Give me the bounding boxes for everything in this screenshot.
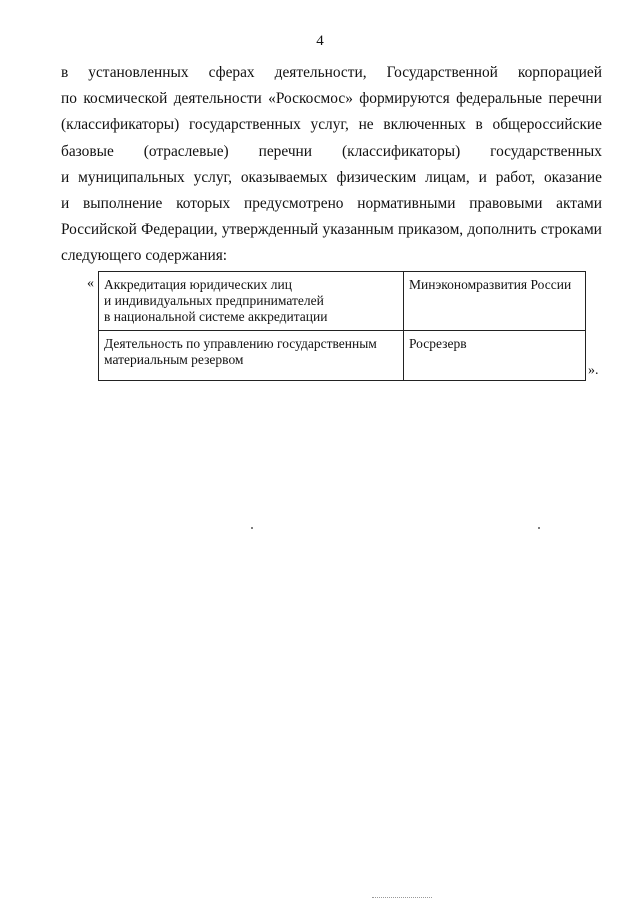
word: оказание	[543, 168, 602, 186]
activity-cell: Деятельность по управлению государственным материальным резервом	[99, 331, 404, 381]
word: выполнение	[82, 194, 163, 212]
word: физическим	[336, 168, 417, 186]
word: «Роскосмос»	[268, 90, 353, 108]
word: (классификаторы)	[61, 116, 180, 134]
word: не	[358, 116, 374, 134]
word: корпорацией	[517, 64, 602, 81]
word: деятельности	[173, 90, 262, 108]
scan-artifact-dots	[372, 897, 432, 900]
paragraph-line	[61, 217, 602, 243]
word: Российской	[61, 221, 137, 239]
word: в	[475, 116, 483, 134]
word: указанным	[322, 221, 394, 239]
word: услуг,	[193, 168, 232, 186]
opening-quote-mark: «	[87, 276, 94, 291]
word: дополнить	[467, 221, 537, 239]
word: и	[478, 168, 487, 186]
paragraph-line	[61, 191, 602, 217]
word: Государственной	[386, 64, 498, 81]
authority-cell: Росрезерв	[404, 331, 586, 381]
word: утвержденный	[221, 221, 319, 239]
paragraph-line	[61, 139, 602, 165]
word: общероссийские	[492, 116, 602, 134]
word: Федерации,	[141, 221, 218, 239]
word: нормативными	[357, 194, 456, 212]
word: работ,	[495, 168, 536, 186]
word: (классификаторы)	[341, 142, 461, 160]
authority-cell: Минэкономразвития России	[404, 272, 586, 331]
word: предусмотрено	[243, 194, 344, 212]
paragraph-line	[61, 165, 602, 191]
word: федеральные	[456, 90, 543, 108]
paragraph-last-line: следующего содержания:	[61, 247, 228, 265]
word: сферах	[208, 64, 255, 81]
word: которых	[176, 194, 231, 212]
table-row	[99, 331, 586, 381]
word: базовые	[61, 142, 114, 160]
paragraph-line	[61, 86, 602, 112]
word: формируются	[359, 90, 450, 108]
word: строками	[540, 221, 602, 239]
word: правовыми	[469, 194, 543, 212]
word: (отраслевые)	[143, 142, 229, 160]
table-row	[99, 272, 586, 331]
closing-quote-mark: ».	[588, 363, 599, 378]
word: деятельности,	[274, 64, 367, 81]
paragraph-line	[61, 112, 602, 138]
word: государственных	[189, 116, 301, 134]
word: перечни	[258, 142, 313, 160]
word: в	[61, 64, 69, 81]
page-number: 4	[316, 33, 324, 49]
word: установленных	[88, 64, 189, 81]
word: муниципальных	[78, 168, 185, 186]
word: оказываемых	[240, 168, 328, 186]
amendment-table	[98, 271, 586, 381]
word: космической	[83, 90, 168, 108]
paragraph-line	[61, 60, 602, 86]
word: приказом,	[397, 221, 464, 239]
scan-speck	[538, 527, 540, 529]
word: актами	[556, 194, 602, 212]
word: государственных	[490, 142, 602, 160]
word: и	[61, 194, 70, 212]
word: и	[61, 168, 70, 186]
word: по	[61, 90, 77, 108]
scan-speck	[251, 527, 253, 529]
word: лицам,	[425, 168, 470, 186]
amendment-paragraph	[61, 60, 602, 270]
activity-cell: Аккредитация юридических лиц и индивидуальных предпринимателей в национальной системе аккредитации	[99, 272, 404, 331]
word: услуг,	[310, 116, 349, 134]
word: перечни	[548, 90, 602, 108]
word: включенных	[383, 116, 466, 134]
